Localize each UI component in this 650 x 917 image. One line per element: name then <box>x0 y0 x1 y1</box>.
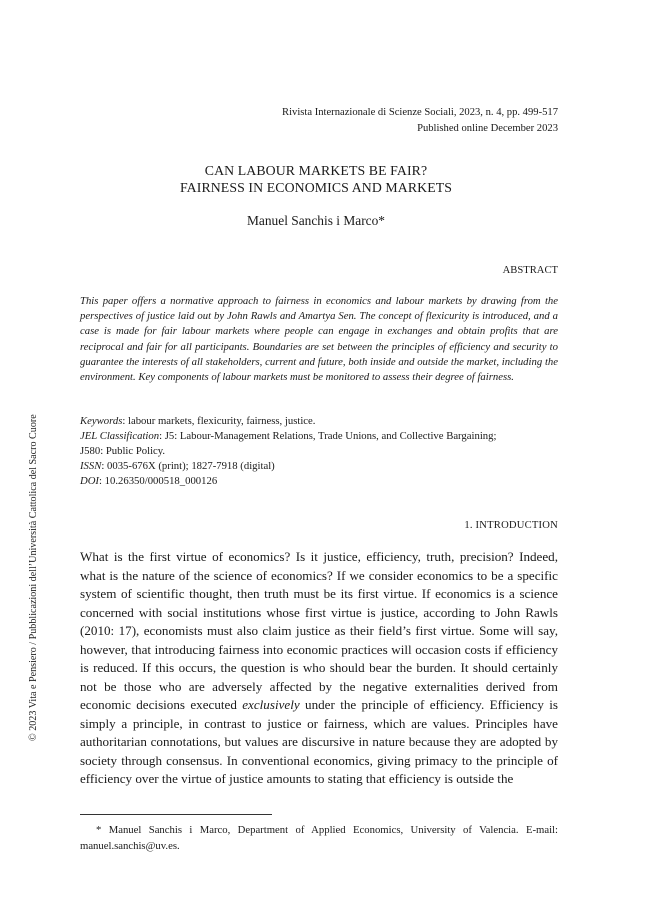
keywords-value: : labour markets, flexicurity, fairness, justice. <box>122 415 316 427</box>
doi-value: : 10.26350/000518_000126 <box>99 475 218 487</box>
jel-value: : J5: Labour-Management Relations, Trade Unions, and Collective Bargaining; <box>159 430 497 442</box>
issn-label: ISSN <box>80 460 102 472</box>
jel-classification-continued: J580: Public Policy. <box>80 445 166 457</box>
body-paragraph <box>80 548 558 789</box>
section-heading: 1. INTRODUCTION <box>464 520 558 531</box>
paper-title-line-1: CAN LABOUR MARKETS BE FAIR? <box>204 163 428 178</box>
author-name: Manuel Sanchis i Marco* <box>247 213 385 228</box>
body-text-part-2: under the principle of efficiency. Efficiency is simply a principle, in contrast to justice or fairness, which are values. Principles have authoritarian connotations, but values are discursive in nature because they are adopted by society through consensus. In conventional economics, giving primacy to the principle of efficiency over the virtue of justice amounts to stating that efficiency is outside the <box>80 697 558 786</box>
jel-classification <box>80 429 558 444</box>
abstract-heading: ABSTRACT <box>502 265 558 276</box>
body-text-part-1: What is the first virtue of economics? Is it justice, efficiency, truth, precision? Indeed, what is the nature of the science of economics? If we consider economics to be a specific system of scientific thought, then truth must be its first virtue. If economics is a science concerned with social institutions whose first virtue is justice, according to John Rawls (2010: 17), economists must also claim justice as their field’s first virtue. Some will say, however, that introducing fairness into economic practices will occasion costs if efficiency is reduced. If this occurs, the question is who should bear the burden. It should certainly not be those who are adversely affected by the negative externalities derived from economic decisions executed <box>80 549 558 712</box>
paper-title-line-2: FAIRNESS IN ECONOMICS AND MARKETS <box>179 180 453 195</box>
issn <box>80 459 558 474</box>
doi-label: DOI <box>80 475 99 487</box>
journal-citation: Rivista Internazionale di Scienze Sociali, 2023, n. 4, pp. 499-517 <box>282 107 558 118</box>
author-footnote: * Manuel Sanchis i Marco, Department of Applied Economics, University of Valencia. E-mail: manuel.sanchis@uv.es. <box>80 824 558 852</box>
publication-date: Published online December 2023 <box>417 123 558 134</box>
body-text-emphasis: exclusively <box>242 697 300 712</box>
footnote-divider <box>80 814 272 815</box>
keywords <box>80 414 558 429</box>
issn-value: : 0035-676X (print); 1827-7918 (digital) <box>101 460 275 472</box>
doi <box>80 474 558 489</box>
keywords-label: Keywords <box>80 415 123 427</box>
abstract-text: This paper offers a normative approach to fairness in economics and labour markets by drawing from the perspectives of justice laid out by John Rawls and Amartya Sen. The concept of flexicurity is introduced, and a case is made for fair labour markets where people can engage in exchanges and obtain profits that are reciprocal and fair for all participants. Boundaries are set between the principles of efficiency and security to guarantee the interests of all stakeholders, current and future, both inside and outside the market, including the environment. Key components of labour markets must be monitored to assess their degree of fairness. <box>80 295 558 384</box>
jel-label: JEL Classification <box>80 430 160 442</box>
copyright-side-note: © 2023 Vita e Pensiero / Pubblicazioni dell’Università Cattolica del Sacro Cuore <box>28 414 39 741</box>
